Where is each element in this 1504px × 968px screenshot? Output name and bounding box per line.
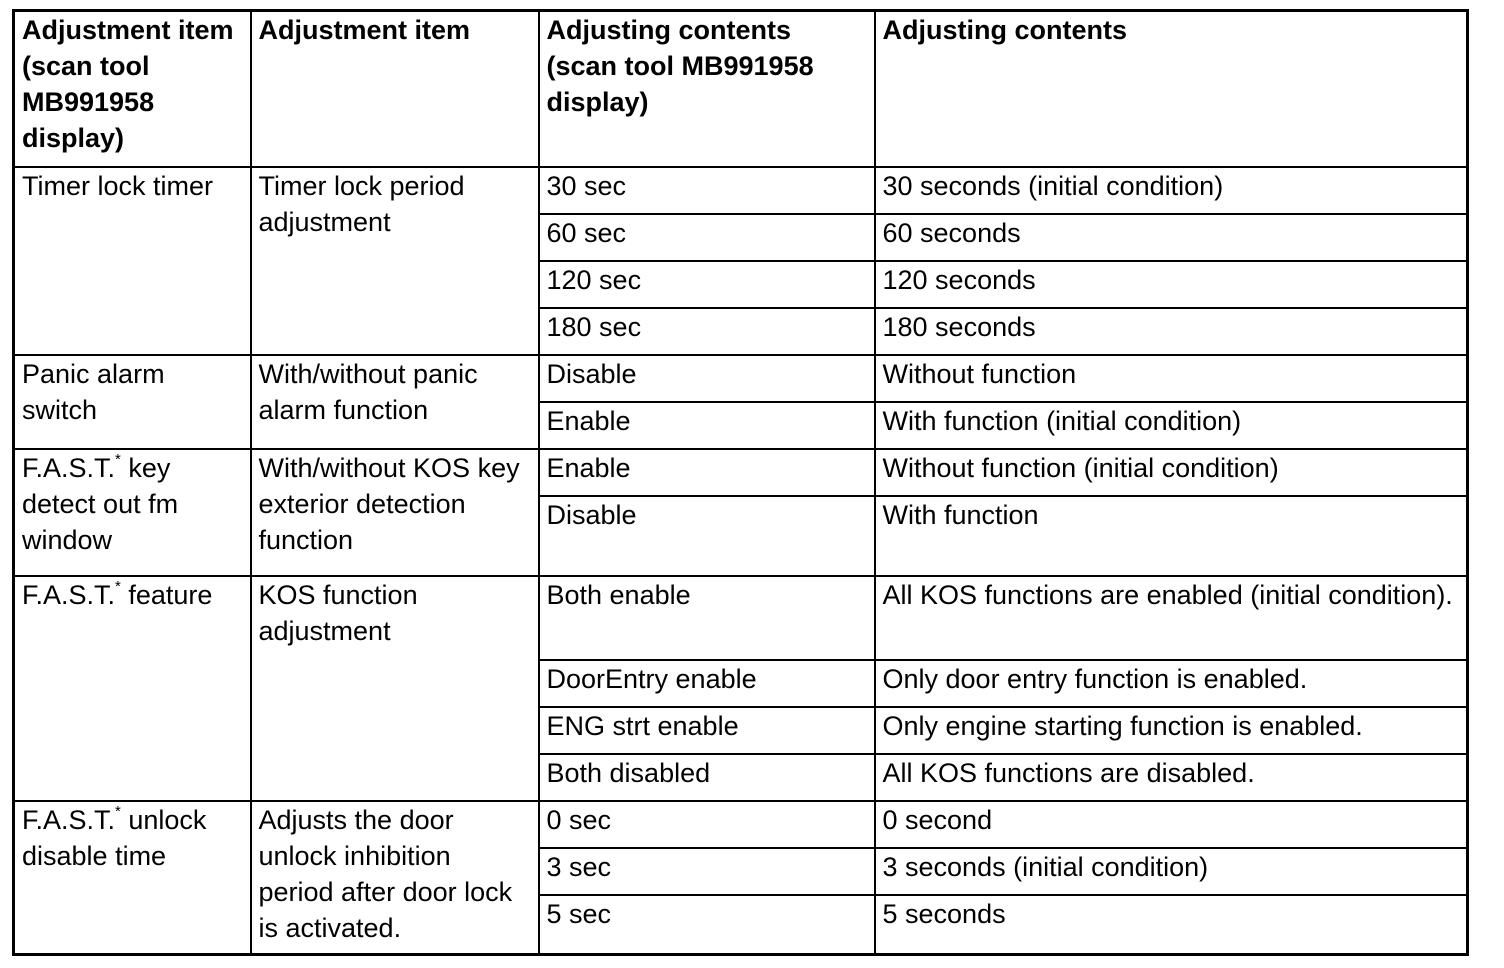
display-cell: Enable xyxy=(539,449,875,496)
header-row xyxy=(14,11,1468,167)
content-cell: 30 seconds (initial condition) xyxy=(875,167,1468,214)
content-cell: 0 second xyxy=(875,801,1468,848)
display-cell: 3 sec xyxy=(539,848,875,895)
item-display-cell xyxy=(14,449,251,576)
display-cell: 0 sec xyxy=(539,801,875,848)
content-cell: All KOS functions are disabled. xyxy=(875,754,1468,801)
table-row xyxy=(14,449,1468,496)
display-cell: Disable xyxy=(539,496,875,576)
display-cell: Disable xyxy=(539,355,875,402)
header-item-display: Adjustment item (scan tool MB991958 display) xyxy=(14,11,251,167)
display-cell: 60 sec xyxy=(539,214,875,261)
display-cell: ENG strt enable xyxy=(539,707,875,754)
item-display-cell xyxy=(14,801,251,955)
fast-label: F.A.S.T. xyxy=(22,804,116,835)
header-item: Adjustment item xyxy=(251,11,539,167)
content-cell: 5 seconds xyxy=(875,895,1468,955)
header-contents-display: Adjusting contents (scan tool MB991958 display) xyxy=(539,11,875,167)
content-cell: 60 seconds xyxy=(875,214,1468,261)
asterisk-mark: * xyxy=(115,802,121,820)
display-cell: 180 sec xyxy=(539,308,875,355)
table-row xyxy=(14,801,1468,848)
item-cell: Timer lock period adjustment xyxy=(251,167,539,355)
fast-label: F.A.S.T. xyxy=(22,452,116,483)
table-row xyxy=(14,167,1468,214)
item-display-suffix: key detect out fm window xyxy=(22,452,179,555)
display-cell: Both enable xyxy=(539,576,875,660)
asterisk-mark: * xyxy=(115,577,121,595)
content-cell: Only door entry function is enabled. xyxy=(875,660,1468,707)
content-cell: All KOS functions are enabled (initial condition). xyxy=(875,576,1468,660)
display-cell: DoorEntry enable xyxy=(539,660,875,707)
item-cell: Adjusts the door unlock inhibition period after door lock is activated. xyxy=(251,801,539,955)
display-cell: 30 sec xyxy=(539,167,875,214)
display-cell: Enable xyxy=(539,402,875,449)
item-display-cell: Panic alarm switch xyxy=(14,355,251,449)
table-row xyxy=(14,355,1468,402)
item-display-suffix: unlock disable time xyxy=(22,804,207,871)
content-cell: 3 seconds (initial condition) xyxy=(875,848,1468,895)
item-display-suffix: feature xyxy=(120,579,213,610)
header-contents: Adjusting contents xyxy=(875,11,1468,167)
content-cell: With function (initial condition) xyxy=(875,402,1468,449)
content-cell: 120 seconds xyxy=(875,261,1468,308)
content-cell: Without function (initial condition) xyxy=(875,449,1468,496)
fast-label: F.A.S.T. xyxy=(22,579,116,610)
content-cell: With function xyxy=(875,496,1468,576)
display-cell: 120 sec xyxy=(539,261,875,308)
item-cell: KOS function adjustment xyxy=(251,576,539,801)
content-cell: 180 seconds xyxy=(875,308,1468,355)
item-cell: With/without KOS key exterior detection function xyxy=(251,449,539,576)
adjustment-table xyxy=(12,9,1469,956)
table-row xyxy=(14,576,1468,660)
display-cell: Both disabled xyxy=(539,754,875,801)
content-cell: Only engine starting function is enabled. xyxy=(875,707,1468,754)
item-display-cell: Timer lock timer xyxy=(14,167,251,355)
item-cell: With/without panic alarm function xyxy=(251,355,539,449)
item-display-cell xyxy=(14,576,251,801)
display-cell: 5 sec xyxy=(539,895,875,955)
content-cell: Without function xyxy=(875,355,1468,402)
asterisk-mark: * xyxy=(115,450,121,468)
